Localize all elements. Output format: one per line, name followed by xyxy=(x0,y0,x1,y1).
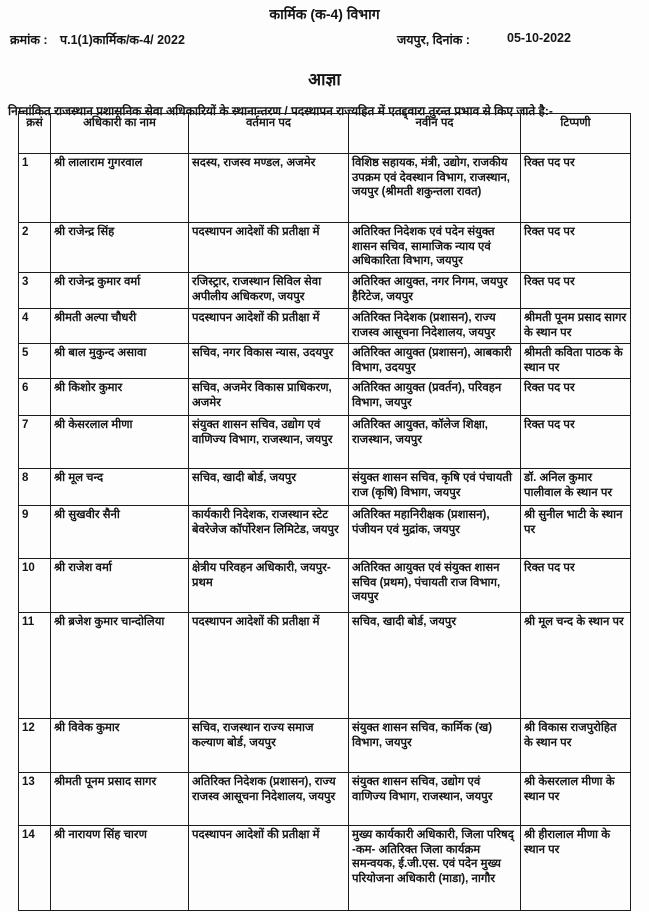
date-value: 05-10-2022 xyxy=(507,31,571,45)
cell-new_post: संयुक्त शासन सचिव, कृषि एवं पंचायती राज (कृषि) विभाग, जयपुर xyxy=(349,469,521,506)
cell-sn: 10 xyxy=(19,559,51,613)
column-header-current_post: वर्तमान पद xyxy=(189,114,349,154)
table-row xyxy=(19,416,631,469)
table-row xyxy=(19,826,631,911)
cell-remarks: श्री हीरालाल मीणा के स्थान पर xyxy=(521,826,631,911)
cell-current_post: सचिव, अजमेर विकास प्राधिकरण, अजमेर xyxy=(189,379,349,416)
cell-sn: 7 xyxy=(19,416,51,469)
cell-current_post: पदस्थापन आदेशों की प्रतीक्षा में xyxy=(189,223,349,273)
cell-current_post: पदस्थापन आदेशों की प्रतीक्षा में xyxy=(189,309,349,344)
cell-sn: 6 xyxy=(19,379,51,416)
column-header-name: अधिकारी का नाम xyxy=(51,114,189,154)
cell-name: श्री सुखवीर सैनी xyxy=(51,506,189,559)
cell-remarks: श्री सुनील भाटी के स्थान पर xyxy=(521,506,631,559)
table-row xyxy=(19,379,631,416)
cell-name: श्री नारायण सिंह चारण xyxy=(51,826,189,911)
cell-new_post: मुख्य कार्यकारी अधिकारी, जिला परिषद् -कम- अतिरिक्त जिला कार्यक्रम समन्वयक, ई.जी.एस. एवं पदेन मुख्य परियोजना अधिकारी (माडा), नागौर xyxy=(349,826,521,911)
reference-label: क्रमांक : xyxy=(10,33,48,47)
transfer-table-body xyxy=(19,154,631,911)
table-row xyxy=(19,719,631,773)
cell-sn: 12 xyxy=(19,719,51,773)
cell-remarks: रिक्त पद पर xyxy=(521,416,631,469)
intro-paragraph: निम्नांकित राजस्थान प्रशासनिक सेवा अधिकारियों के स्थानान्तरण / पदस्थापन राज्यहित में एतद्द्वारा तुरन्त प्रभाव से किए जाते है:- xyxy=(8,104,553,118)
cell-name: श्री विवेक कुमार xyxy=(51,719,189,773)
cell-sn: 3 xyxy=(19,273,51,309)
cell-name: श्री केसरलाल मीणा xyxy=(51,416,189,469)
cell-current_post: पदस्थापन आदेशों की प्रतीक्षा में xyxy=(189,826,349,911)
table-row xyxy=(19,344,631,379)
cell-new_post: अतिरिक्त आयुक्त (प्रशासन), आबकारी विभाग, उदयपुर xyxy=(349,344,521,379)
cell-new_post: अतिरिक्त आयुक्त, नगर निगम, जयपुर हैरिटेज, जयपुर xyxy=(349,273,521,309)
cell-remarks: रिक्त पद पर xyxy=(521,559,631,613)
cell-remarks: श्री मूल चन्द के स्थान पर xyxy=(521,613,631,719)
cell-sn: 1 xyxy=(19,154,51,223)
cell-remarks: श्रीमती कविता पाठक के स्थान पर xyxy=(521,344,631,379)
column-header-new_post: नवीन पद xyxy=(349,114,521,154)
reference-number: प.1(1)कार्मिक/क-4/ 2022 xyxy=(60,33,185,47)
cell-current_post: सदस्य, राजस्व मण्डल, अजमेर xyxy=(189,154,349,223)
table-row xyxy=(19,309,631,344)
cell-current_post: कार्यकारी निदेशक, राजस्थान स्टेट बेवरेजेज कॉर्पोरेशन लिमिटेड, जयपुर xyxy=(189,506,349,559)
cell-sn: 9 xyxy=(19,506,51,559)
table-row xyxy=(19,273,631,309)
place-date-label: जयपुर, दिनांक : xyxy=(397,33,470,47)
cell-name: श्री ब्रजेश कुमार चान्दोलिया xyxy=(51,613,189,719)
column-header-sn: क्रसं xyxy=(19,114,51,154)
table-row xyxy=(19,559,631,613)
transfer-table xyxy=(18,113,631,911)
cell-sn: 2 xyxy=(19,223,51,273)
cell-current_post: क्षेत्रीय परिवहन अधिकारी, जयपुर-प्रथम xyxy=(189,559,349,613)
cell-name: श्रीमती पूनम प्रसाद सागर xyxy=(51,773,189,826)
cell-remarks: श्रीमती पूनम प्रसाद सागर के स्थान पर xyxy=(521,309,631,344)
cell-name: श्री राजेन्द्र कुमार वर्मा xyxy=(51,273,189,309)
cell-sn: 8 xyxy=(19,469,51,506)
cell-remarks: रिक्त पद पर xyxy=(521,379,631,416)
cell-new_post: अतिरिक्त निदेशक एवं पदेन संयुक्त शासन सचिव, सामाजिक न्याय एवं अधिकारिता विभाग, जयपुर xyxy=(349,223,521,273)
cell-current_post: अतिरिक्त निदेशक (प्रशासन), राज्य राजस्व आसूचना निदेशालय, जयपुर xyxy=(189,773,349,826)
table-row xyxy=(19,506,631,559)
cell-remarks: श्री विकास राजपुरोहित के स्थान पर xyxy=(521,719,631,773)
cell-current_post: सचिव, नगर विकास न्यास, उदयपुर xyxy=(189,344,349,379)
table-row xyxy=(19,154,631,223)
cell-remarks: रिक्त पद पर xyxy=(521,273,631,309)
cell-new_post: विशिष्ठ सहायक, मंत्री, उद्योग, राजकीय उपक्रम एवं देवस्थान विभाग, राजस्थान, जयपुर (श्रीमती शकुन्तला रावत) xyxy=(349,154,521,223)
cell-remarks: रिक्त पद पर xyxy=(521,154,631,223)
cell-name: श्रीमती अल्पा चौधरी xyxy=(51,309,189,344)
table-row xyxy=(19,773,631,826)
table-header-row xyxy=(19,114,631,154)
cell-name: श्री राजेन्द्र सिंह xyxy=(51,223,189,273)
cell-new_post: संयुक्त शासन सचिव, उद्योग एवं वाणिज्य विभाग, राजस्थान, जयपुर xyxy=(349,773,521,826)
order-heading: आज्ञा xyxy=(308,70,341,89)
cell-sn: 4 xyxy=(19,309,51,344)
cell-new_post: अतिरिक्त आयुक्त एवं संयुक्त शासन सचिव (प्रथम), पंचायती राज विभाग, जयपुर xyxy=(349,559,521,613)
table-row xyxy=(19,613,631,719)
cell-sn: 5 xyxy=(19,344,51,379)
cell-sn: 13 xyxy=(19,773,51,826)
department-title: कार्मिक (क-4) विभाग xyxy=(269,6,380,22)
cell-name: श्री किशोर कुमार xyxy=(51,379,189,416)
cell-name: श्री मूल चन्द xyxy=(51,469,189,506)
cell-new_post: सचिव, खादी बोर्ड, जयपुर xyxy=(349,613,521,719)
cell-current_post: पदस्थापन आदेशों की प्रतीक्षा में xyxy=(189,613,349,719)
column-header-remarks: टिप्पणी xyxy=(521,114,631,154)
table-row xyxy=(19,469,631,506)
cell-current_post: सचिव, राजस्थान राज्य समाज कल्याण बोर्ड, जयपुर xyxy=(189,719,349,773)
cell-remarks: रिक्त पद पर xyxy=(521,223,631,273)
cell-sn: 11 xyxy=(19,613,51,719)
cell-remarks: श्री केसरलाल मीणा के स्थान पर xyxy=(521,773,631,826)
cell-sn: 14 xyxy=(19,826,51,911)
cell-remarks: डॉ. अनिल कुमार पालीवाल के स्थान पर xyxy=(521,469,631,506)
cell-name: श्री लालाराम गुगरवाल xyxy=(51,154,189,223)
cell-new_post: अतिरिक्त आयुक्त, कॉलेज शिक्षा, राजस्थान, जयपुर xyxy=(349,416,521,469)
reference-line xyxy=(0,31,649,51)
cell-current_post: संयुक्त शासन सचिव, उद्योग एवं वाणिज्य विभाग, राजस्थान, जयपुर xyxy=(189,416,349,469)
cell-name: श्री राजेश वर्मा xyxy=(51,559,189,613)
cell-new_post: संयुक्त शासन सचिव, कार्मिक (ख) विभाग, जयपुर xyxy=(349,719,521,773)
cell-new_post: अतिरिक्त महानिरीक्षक (प्रशासन), पंजीयन एवं मुद्रांक, जयपुर xyxy=(349,506,521,559)
cell-current_post: रजिस्ट्रार, राजस्थान सिविल सेवा अपीलीय अधिकरण, जयपुर xyxy=(189,273,349,309)
cell-current_post: सचिव, खादी बोर्ड, जयपुर xyxy=(189,469,349,506)
cell-new_post: अतिरिक्त निदेशक (प्रशासन), राज्य राजस्व आसूचना निदेशालय, जयपुर xyxy=(349,309,521,344)
table-row xyxy=(19,223,631,273)
cell-new_post: अतिरिक्त आयुक्त (प्रवर्तन), परिवहन विभाग, जयपुर xyxy=(349,379,521,416)
cell-name: श्री बाल मुकुन्द असावा xyxy=(51,344,189,379)
